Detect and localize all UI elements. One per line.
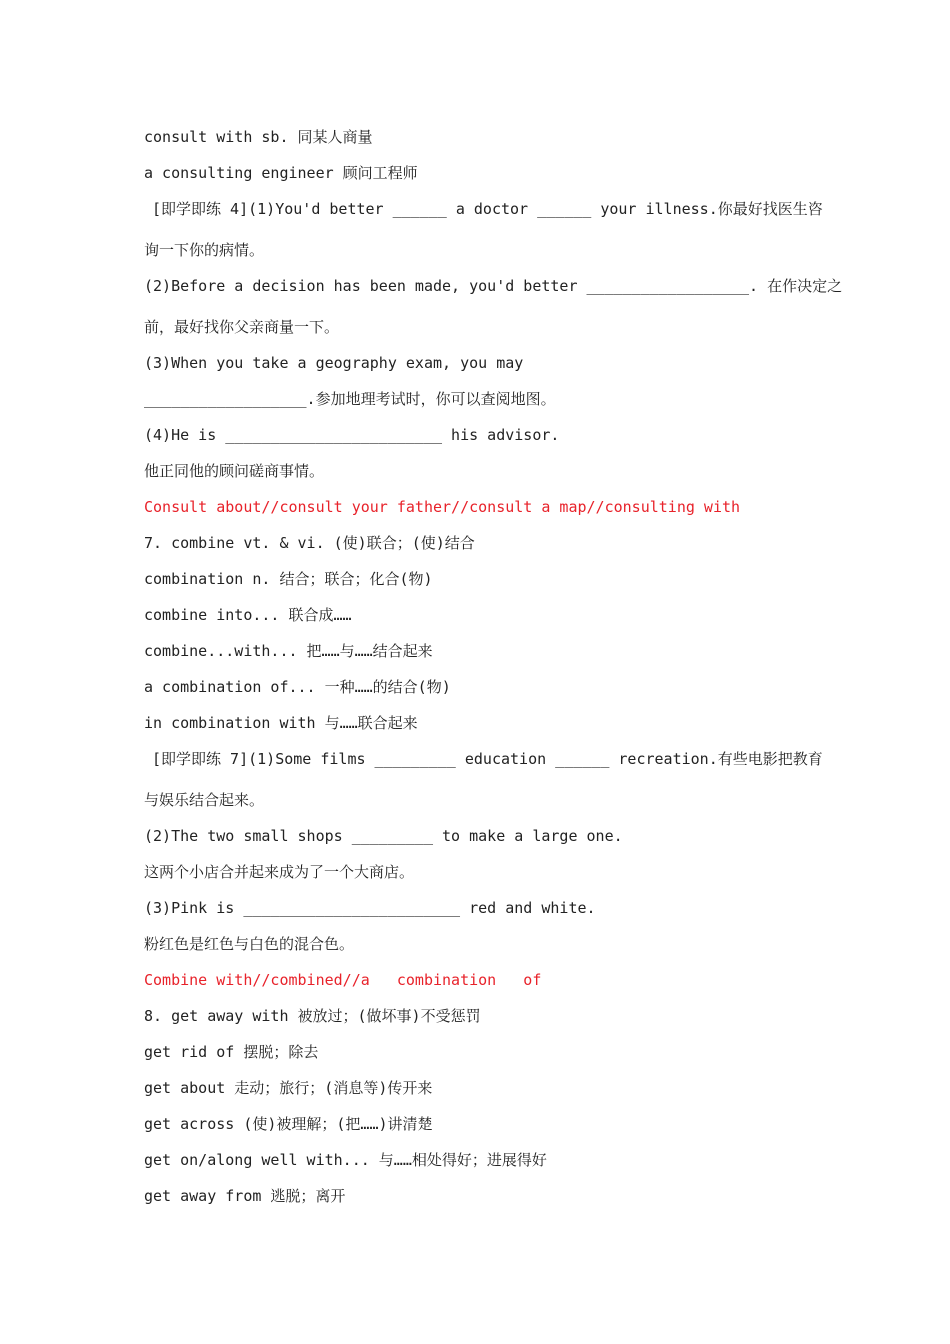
text-line: 与娱乐结合起来。: [144, 791, 265, 809]
text-line: a consulting engineer 顾问工程师: [144, 164, 418, 182]
text-line: get across (使)被理解；(把……)讲清楚: [144, 1115, 433, 1133]
text-line: 前，最好找你父亲商量一下。: [144, 318, 340, 336]
text-line: get away from 逃脱；离开: [144, 1187, 346, 1205]
exercise-line: (3)When you take a geography exam, you may: [144, 354, 524, 372]
text-line: __________________.参加地理考试时，你可以查阅地图。: [144, 390, 556, 408]
text-line: get on/along well with... 与……相处得好；进展得好: [144, 1151, 547, 1169]
text-line: consult with sb. 同某人商量: [144, 128, 373, 146]
text-line: in combination with 与……联合起来: [144, 714, 418, 732]
text-line: a combination of... 一种……的结合(物): [144, 678, 451, 696]
text-line: combine...with... 把……与……结合起来: [144, 642, 433, 660]
text-line: 粉红色是红色与白色的混合色。: [144, 935, 355, 953]
text-line: 他正同他的顾问磋商事情。: [144, 462, 325, 480]
vocab-heading: 8. get away with 被放过；(做坏事)不受惩罚: [144, 1007, 481, 1025]
text-line: combine into... 联合成……: [144, 606, 352, 624]
text-line: 这两个小店合并起来成为了一个大商店。: [144, 863, 415, 881]
answer-line: Consult about//consult your father//consult a map//consulting with: [144, 498, 741, 516]
text-line: combination n. 结合；联合；化合(物): [144, 570, 433, 588]
exercise-line: [即学即练 4](1)You'd better ______ a doctor ______ your illness.你最好找医生咨: [152, 200, 823, 218]
text-line: 询一下你的病情。: [144, 241, 265, 259]
exercise-line: (2)The two small shops _________ to make a large one.: [144, 827, 623, 845]
text-line: get about 走动；旅行；(消息等)传开来: [144, 1079, 433, 1097]
vocab-heading: 7. combine vt. & vi. (使)联合；(使)结合: [144, 534, 475, 552]
text-line: get rid of 摆脱；除去: [144, 1043, 319, 1061]
exercise-line: [即学即练 7](1)Some films _________ education ______ recreation.有些电影把教育: [152, 750, 823, 768]
answer-line: Combine with//combined//a combination of: [144, 971, 542, 989]
exercise-line: (4)He is ________________________ his advisor.: [144, 426, 560, 444]
exercise-line: (3)Pink is ________________________ red and white.: [144, 899, 596, 917]
exercise-line: (2)Before a decision has been made, you'd better __________________. 在作决定之: [144, 277, 843, 295]
